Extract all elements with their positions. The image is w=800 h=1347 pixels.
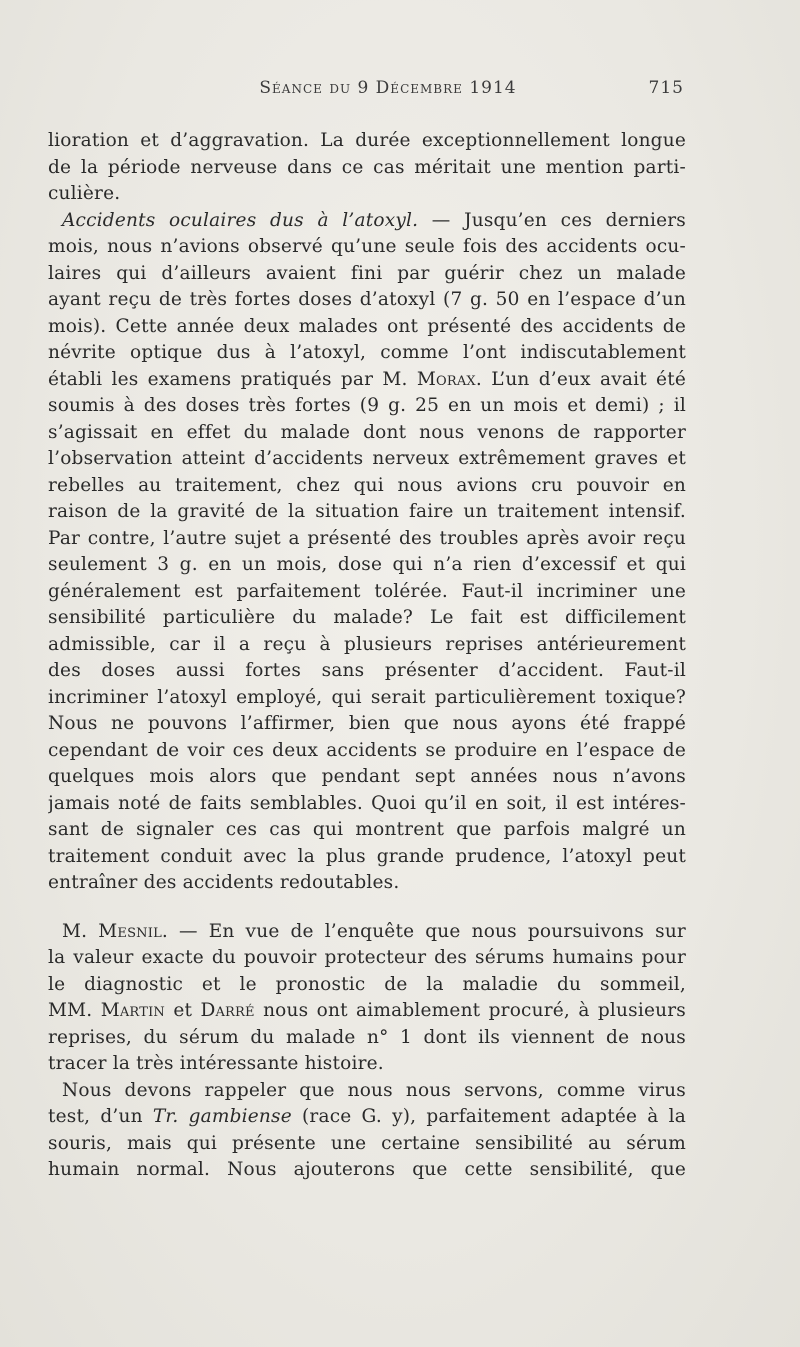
text-line: s’agissait en effet du malade dont nous venons de rapporter [48, 421, 686, 443]
text-line: raison de la gravité de la situation faire un traitement intensif. [48, 501, 686, 522]
author-name-morax: Morax. [416, 368, 482, 390]
text-line: rebelles au traitement, chez qui nous avions cru pouvoir en [48, 474, 686, 496]
text-line: M. Mesnil. — En vue de l’enquête que nous poursuivons sur [62, 920, 686, 942]
text-line: mois, nous n’avions observé qu’une seule fois des accidents ocu- [48, 236, 686, 257]
text-line: tracer la très intéressante histoire. [48, 1053, 384, 1074]
paragraph-gap [48, 897, 686, 919]
text-line: admissible, car il a reçu à plusieurs reprises antérieurement [48, 633, 686, 655]
species-name: Tr. gambiense [152, 1106, 292, 1127]
text-line: sensibilité particulière du malade? Le fait est difficilement [48, 607, 686, 628]
text-line: ayant reçu de très fortes doses d’atoxyl (7 g. 50 en l’espace d’un [48, 289, 686, 310]
text-line: quelques mois alors que pendant sept années nous n’avons [48, 766, 686, 787]
text-line: entraîner des accidents redoutables. [48, 872, 400, 893]
text-line: MM. Martin et Darré nous ont aimablement procuré, à plusieurs [48, 1000, 686, 1021]
text-line: le diagnostic et le pronostic de la maladie du sommeil, [48, 973, 686, 995]
text-line: mois). Cette année deux malades ont présenté des accidents de [48, 315, 686, 337]
text-line: test, d’un Tr. gambiense (race G. y), parfaitement adaptée à la [48, 1106, 686, 1127]
running-header [48, 78, 688, 108]
text-line: névrite optique dus à l’atoxyl, comme l’ont indiscutablement [48, 342, 686, 363]
text-line: généralement est parfaitement tolérée. Faut-il incriminer une [48, 580, 686, 602]
text-line: laires qui d’ailleurs avaient fini par guérir chez un malade [48, 262, 686, 284]
text-line: soumis à des doses très fortes (9 g. 25 en un mois et demi) ; il [48, 395, 686, 416]
text-line: traitement conduit avec la plus grande prudence, l’atoxyl peut [48, 845, 686, 867]
text-line: Nous devons rappeler que nous nous servons, comme virus [62, 1079, 686, 1101]
paragraph-heading-line: Accidents oculaires dus à l’atoxyl. — Jusqu’en ces derniers [62, 209, 686, 231]
text-line: Nous ne pouvons l’affirmer, bien que nous ayons été frappé [48, 713, 686, 734]
author-name-darre: Darré [200, 1000, 255, 1021]
text-line: de la période nerveuse dans ce cas méritait une mention parti- [48, 156, 686, 178]
text-line: jamais noté de faits semblables. Quoi qu’il en soit, il est intéres- [48, 792, 686, 814]
text-line: humain normal. Nous ajouterons que cette sensibilité, que [48, 1159, 686, 1180]
author-name-martin: Martin [100, 1000, 165, 1021]
text-line: lioration et d’aggravation. La durée exceptionnellement longue [48, 130, 686, 151]
text-line: culière. [48, 183, 121, 204]
text-line: reprises, du sérum du malade n° 1 dont ils viennent de nous [48, 1026, 686, 1048]
text-line: incriminer l’atoxyl employé, qui serait particulièrement toxique? [48, 686, 686, 708]
text-line: seulement 3 g. en un mois, dose qui n’a rien d’excessif et qui [48, 554, 686, 575]
speaker-name: M. Mesnil. [62, 920, 168, 942]
text-line: l’observation atteint d’accidents nerveux extrêmement graves et [48, 448, 686, 469]
text-line: la valeur exacte du pouvoir protecteur des sérums humains pour [48, 947, 686, 968]
text-line: des doses aussi fortes sans présenter d’accident. Faut-il [48, 660, 686, 681]
running-title: Séance du 9 Décembre 1914 [259, 78, 517, 98]
body-text [48, 128, 686, 1184]
text-line: sant de signaler ces cas qui montrent que parfois malgré un [48, 819, 686, 840]
page-number: 715 [648, 78, 684, 98]
text-line: Par contre, l’autre sujet a présenté des troubles après avoir reçu [48, 527, 686, 549]
text-line: cependant de voir ces deux accidents se produire en l’espace de [48, 739, 686, 761]
text-line: établi les examens pratiqués par M. Morax. L’un d’eux avait été [48, 368, 686, 390]
text-line: souris, mais qui présente une certaine sensibilité au sérum [48, 1132, 686, 1154]
section-heading: Accidents oculaires dus à l’atoxyl. [62, 209, 419, 231]
